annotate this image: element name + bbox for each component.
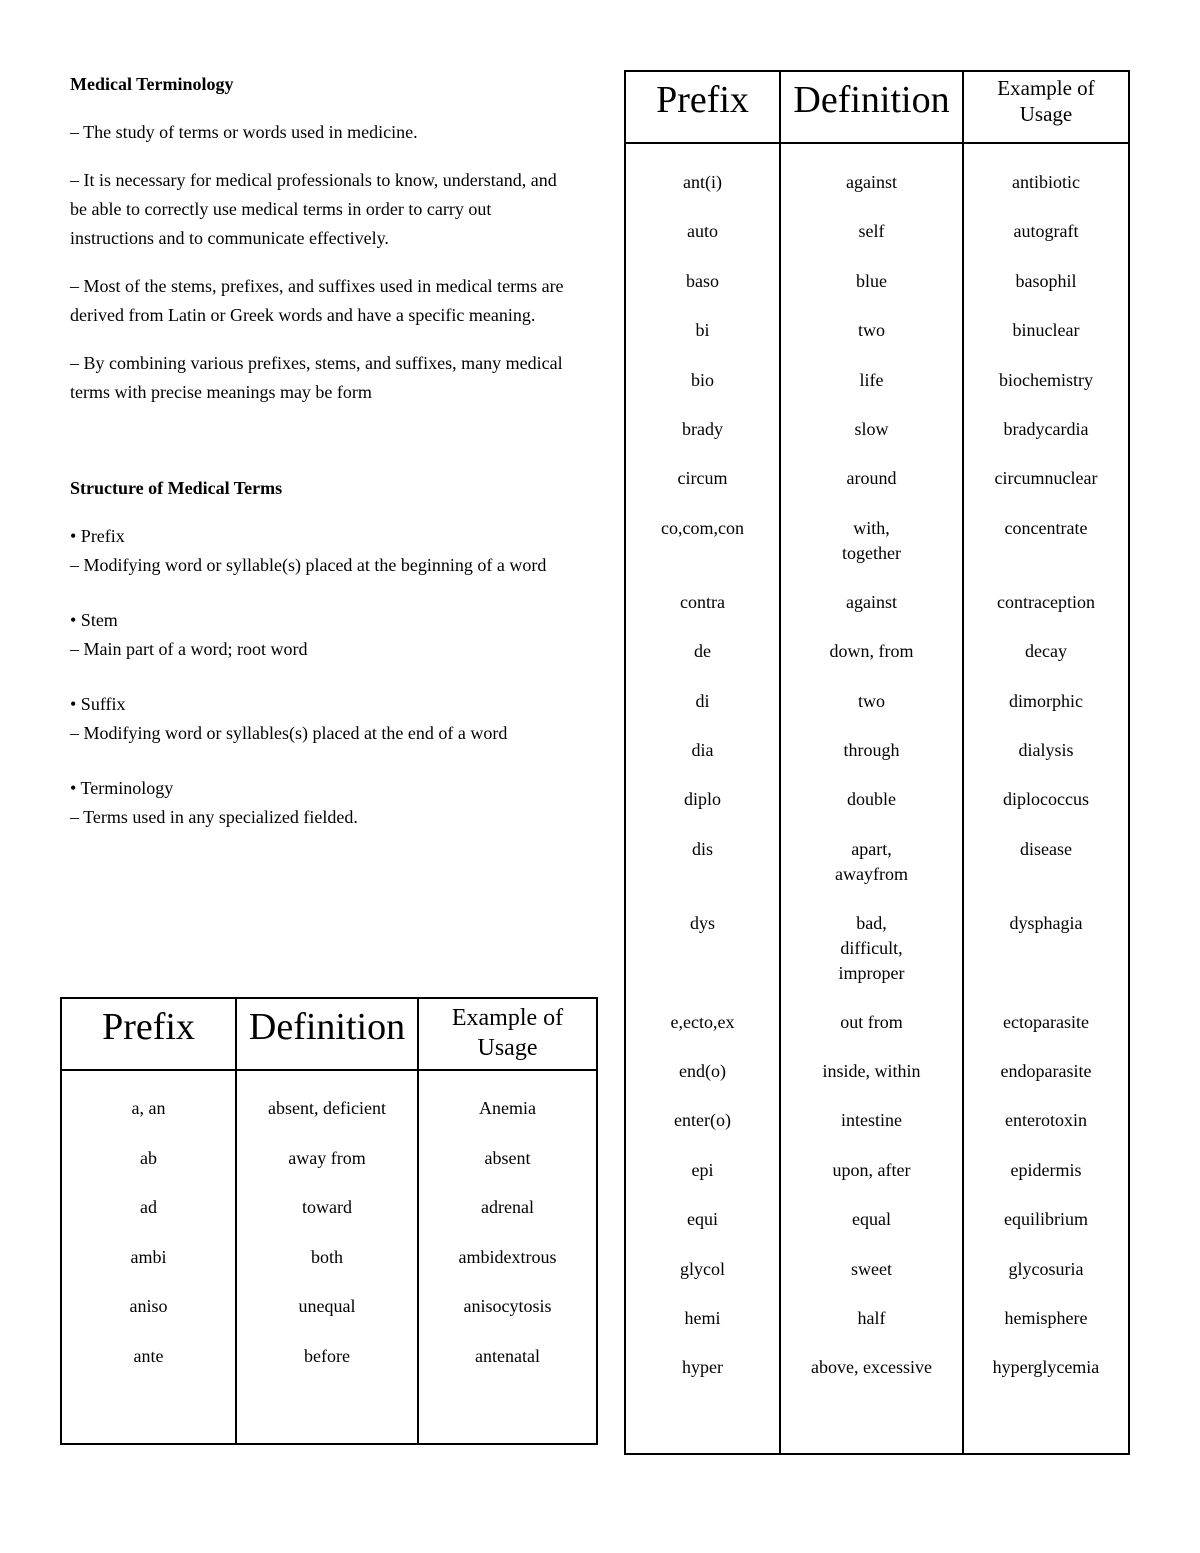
- cell-definition: bad, difficult, improper: [780, 911, 963, 1010]
- term-prefix: [70, 522, 570, 580]
- cell-definition: slow: [780, 417, 963, 466]
- cell-definition: around: [780, 466, 963, 515]
- table-row: [625, 1306, 1129, 1355]
- cell-example: Anemia: [418, 1070, 597, 1146]
- header-definition: Definition: [780, 71, 963, 143]
- cell-prefix: baso: [625, 269, 780, 318]
- table-row: [625, 787, 1129, 836]
- cell-prefix: equi: [625, 1207, 780, 1256]
- table-row: [625, 1257, 1129, 1306]
- empty-cell: [236, 1394, 418, 1445]
- term-label: • Terminology: [70, 778, 174, 798]
- term-description: – Main part of a word; root word: [70, 639, 308, 659]
- cell-example: diplococcus: [963, 787, 1129, 836]
- table-filler-row: [61, 1394, 597, 1445]
- table-row: [625, 143, 1129, 219]
- table-row: [625, 219, 1129, 268]
- cell-definition: unequal: [236, 1294, 418, 1344]
- cell-prefix: bi: [625, 318, 780, 367]
- cell-example: hemisphere: [963, 1306, 1129, 1355]
- cell-prefix: bio: [625, 368, 780, 417]
- cell-definition: double: [780, 787, 963, 836]
- cell-prefix: contra: [625, 590, 780, 639]
- term-description: – Modifying word or syllable(s) placed at the beginning of a word: [70, 555, 547, 575]
- table-row: [625, 1108, 1129, 1157]
- cell-definition: intestine: [780, 1108, 963, 1157]
- cell-example: epidermis: [963, 1158, 1129, 1207]
- table-row: [625, 1059, 1129, 1108]
- cell-prefix: enter(o): [625, 1108, 780, 1157]
- cell-definition: two: [780, 318, 963, 367]
- cell-prefix: ante: [61, 1344, 236, 1394]
- cell-prefix: end(o): [625, 1059, 780, 1108]
- table-row: [61, 1070, 597, 1146]
- cell-prefix: epi: [625, 1158, 780, 1207]
- cell-definition: life: [780, 368, 963, 417]
- cell-prefix: ad: [61, 1195, 236, 1245]
- table-row: [625, 1010, 1129, 1059]
- cell-definition: upon, after: [780, 1158, 963, 1207]
- cell-prefix: ab: [61, 1146, 236, 1196]
- cell-example: absent: [418, 1146, 597, 1196]
- empty-cell: [780, 1405, 963, 1454]
- cell-definition: above, excessive: [780, 1355, 963, 1404]
- cell-example: hyperglycemia: [963, 1355, 1129, 1404]
- intro-paragraph: – By combining various prefixes, stems, and suffixes, many medical terms with precise meanings may be form: [70, 353, 563, 402]
- cell-example: dialysis: [963, 738, 1129, 787]
- table-row: [61, 1195, 597, 1245]
- table-row: [61, 1245, 597, 1295]
- table-row: [625, 318, 1129, 367]
- header-prefix: Prefix: [625, 71, 780, 143]
- cell-definition: two: [780, 689, 963, 738]
- cell-example: circumnuclear: [963, 466, 1129, 515]
- cell-prefix: glycol: [625, 1257, 780, 1306]
- cell-prefix: a, an: [61, 1070, 236, 1146]
- cell-definition: through: [780, 738, 963, 787]
- cell-example: binuclear: [963, 318, 1129, 367]
- table-row: [625, 417, 1129, 466]
- term-label: • Prefix: [70, 526, 125, 546]
- table-row: [625, 466, 1129, 515]
- cell-definition: inside, within: [780, 1059, 963, 1108]
- term-suffix: [70, 690, 570, 748]
- cell-example: enterotoxin: [963, 1108, 1129, 1157]
- cell-example: ambidextrous: [418, 1245, 597, 1295]
- empty-cell: [418, 1394, 597, 1445]
- empty-cell: [61, 1394, 236, 1445]
- header-definition: Definition: [236, 998, 418, 1070]
- intro-paragraph: – Most of the stems, prefixes, and suffixes used in medical terms are derived from Latin or Greek words and have a specific meaning.: [70, 276, 564, 325]
- cell-example: endoparasite: [963, 1059, 1129, 1108]
- cell-example: decay: [963, 639, 1129, 688]
- cell-definition: down, from: [780, 639, 963, 688]
- cell-example: glycosuria: [963, 1257, 1129, 1306]
- prefix-table-right: [624, 70, 1130, 1455]
- cell-example: anisocytosis: [418, 1294, 597, 1344]
- table-row: [625, 368, 1129, 417]
- term-terminology: [70, 774, 570, 832]
- table-header-row: [625, 71, 1129, 143]
- cell-definition: out from: [780, 1010, 963, 1059]
- section-title-structure: Structure of Medical Terms: [70, 478, 283, 498]
- table-row: [61, 1146, 597, 1196]
- cell-prefix: hemi: [625, 1306, 780, 1355]
- cell-prefix: dia: [625, 738, 780, 787]
- table-row: [61, 1294, 597, 1344]
- intro-section: [70, 70, 570, 858]
- cell-definition: self: [780, 219, 963, 268]
- table-row: [625, 269, 1129, 318]
- cell-definition: equal: [780, 1207, 963, 1256]
- cell-prefix: dis: [625, 837, 780, 911]
- term-stem: [70, 606, 570, 664]
- table-row: [625, 911, 1129, 1010]
- table-row: [625, 1355, 1129, 1404]
- cell-prefix: hyper: [625, 1355, 780, 1404]
- cell-prefix: aniso: [61, 1294, 236, 1344]
- intro-paragraph: – It is necessary for medical professionals to know, understand, and be able to correctly use medical terms in order to carry out instructions and to communicate effectively.: [70, 170, 557, 248]
- cell-example: dysphagia: [963, 911, 1129, 1010]
- cell-example: equilibrium: [963, 1207, 1129, 1256]
- header-example: Example of Usage: [963, 71, 1129, 143]
- cell-prefix: e,ecto,ex: [625, 1010, 780, 1059]
- cell-definition: away from: [236, 1146, 418, 1196]
- term-description: – Terms used in any specialized fielded.: [70, 807, 358, 827]
- cell-definition: with, together: [780, 516, 963, 590]
- cell-prefix: co,com,con: [625, 516, 780, 590]
- empty-cell: [963, 1405, 1129, 1454]
- table-row: [625, 1207, 1129, 1256]
- cell-prefix: di: [625, 689, 780, 738]
- cell-definition: toward: [236, 1195, 418, 1245]
- cell-prefix: brady: [625, 417, 780, 466]
- term-label: • Stem: [70, 610, 118, 630]
- cell-prefix: diplo: [625, 787, 780, 836]
- table-row: [625, 837, 1129, 911]
- cell-prefix: auto: [625, 219, 780, 268]
- cell-prefix: dys: [625, 911, 780, 1010]
- table-row: [61, 1344, 597, 1394]
- section-title-medical-terminology: Medical Terminology: [70, 74, 234, 94]
- cell-definition: half: [780, 1306, 963, 1355]
- table-filler-row: [625, 1405, 1129, 1454]
- cell-definition: before: [236, 1344, 418, 1394]
- cell-example: antibiotic: [963, 143, 1129, 219]
- cell-prefix: ambi: [61, 1245, 236, 1295]
- header-example: Example of Usage: [418, 998, 597, 1070]
- term-label: • Suffix: [70, 694, 126, 714]
- cell-definition: against: [780, 143, 963, 219]
- cell-definition: both: [236, 1245, 418, 1295]
- cell-example: disease: [963, 837, 1129, 911]
- cell-example: ectoparasite: [963, 1010, 1129, 1059]
- cell-definition: against: [780, 590, 963, 639]
- cell-example: concentrate: [963, 516, 1129, 590]
- table-row: [625, 738, 1129, 787]
- cell-definition: absent, deficient: [236, 1070, 418, 1146]
- cell-example: adrenal: [418, 1195, 597, 1245]
- prefix-table-left: [60, 997, 598, 1445]
- cell-example: dimorphic: [963, 689, 1129, 738]
- header-prefix: Prefix: [61, 998, 236, 1070]
- table-row: [625, 689, 1129, 738]
- cell-prefix: circum: [625, 466, 780, 515]
- cell-example: autograft: [963, 219, 1129, 268]
- cell-definition: apart, awayfrom: [780, 837, 963, 911]
- table-row: [625, 516, 1129, 590]
- cell-example: antenatal: [418, 1344, 597, 1394]
- cell-prefix: ant(i): [625, 143, 780, 219]
- table-row: [625, 1158, 1129, 1207]
- cell-definition: sweet: [780, 1257, 963, 1306]
- cell-example: bradycardia: [963, 417, 1129, 466]
- table-header-row: [61, 998, 597, 1070]
- cell-prefix: de: [625, 639, 780, 688]
- cell-example: basophil: [963, 269, 1129, 318]
- table-row: [625, 590, 1129, 639]
- cell-example: contraception: [963, 590, 1129, 639]
- cell-example: biochemistry: [963, 368, 1129, 417]
- empty-cell: [625, 1405, 780, 1454]
- cell-definition: blue: [780, 269, 963, 318]
- intro-paragraph: – The study of terms or words used in medicine.: [70, 122, 418, 142]
- table-row: [625, 639, 1129, 688]
- term-description: – Modifying word or syllables(s) placed at the end of a word: [70, 723, 508, 743]
